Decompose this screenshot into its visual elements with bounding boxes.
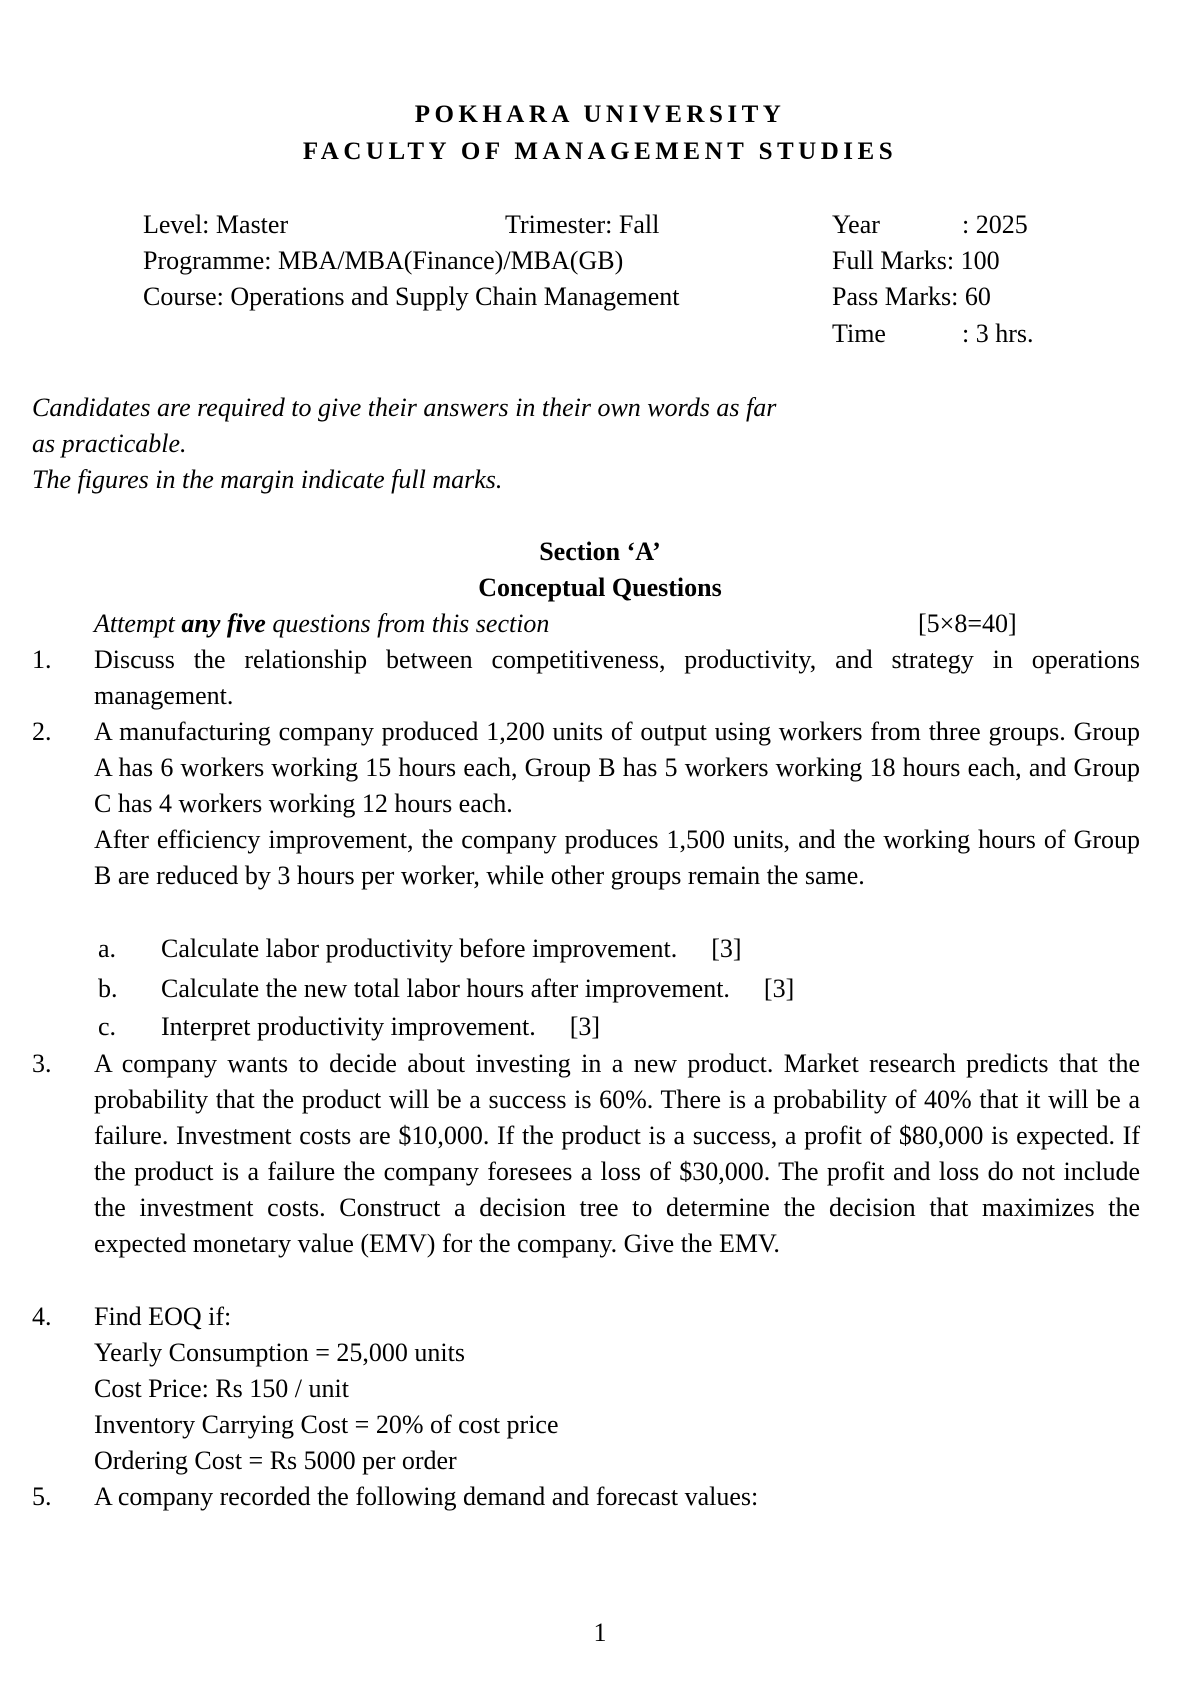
question-2b-marks: [3] — [763, 974, 795, 1003]
question-2a-label: a. — [98, 934, 117, 963]
question-5-number: 5. — [32, 1482, 52, 1511]
instruction-line-2: as practicable. — [32, 429, 187, 458]
attempt-bold: any five — [181, 609, 266, 638]
question-2a-text: Calculate labor productivity before improvement. — [161, 934, 678, 963]
question-4-line-5: Ordering Cost = Rs 5000 per order — [94, 1446, 457, 1475]
question-4-line-3: Cost Price: Rs 150 / unit — [94, 1374, 349, 1403]
question-4-line-1: Find EOQ if: — [94, 1302, 232, 1331]
programme-info: Programme: MBA/MBA(Finance)/MBA(GB) — [143, 246, 624, 275]
attempt-pre: Attempt — [94, 609, 182, 638]
question-1-number: 1. — [32, 645, 52, 674]
section-subtitle: Conceptual Questions — [478, 573, 722, 602]
year-value: : 2025 — [962, 210, 1028, 239]
question-2b — [161, 971, 794, 1007]
question-2b-label: b. — [98, 974, 118, 1003]
university-name: POKHARA UNIVERSITY — [414, 101, 786, 128]
question-2c-marks: [3] — [569, 1012, 601, 1041]
faculty-name: FACULTY OF MANAGEMENT STUDIES — [302, 138, 898, 165]
instruction-line-3: The figures in the margin indicate full marks. — [32, 465, 503, 494]
full-marks: Full Marks: 100 — [832, 246, 1000, 275]
instruction-line-1: Candidates are required to give their answers in their own words as far — [32, 393, 777, 422]
pass-marks: Pass Marks: 60 — [832, 282, 991, 311]
page-number: 1 — [593, 1618, 607, 1647]
question-2c-text: Interpret productivity improvement. — [161, 1012, 536, 1041]
question-2-number: 2. — [32, 717, 52, 746]
question-3-text: A company wants to decide about investing in a new product. Market research predicts that the probability that the product will be a success is 60%. There is a probability of 40% that it will be a failure. Investment costs are $10,000. If the product is a success, a profit of $80,000 is expected. If the product is a failure the company foresees a loss of $30,000. The profit and loss do not include the investment costs. Construct a decision tree to determine the decision that maximizes the expected monetary value (EMV) for the company. Give the EMV. — [94, 1049, 1140, 1258]
year-label: Year — [832, 210, 880, 239]
question-3-number: 3. — [32, 1049, 52, 1078]
course-info: Course: Operations and Supply Chain Management — [143, 282, 680, 311]
question-5-text: A company recorded the following demand and forecast values: — [94, 1482, 759, 1511]
question-2-text: A manufacturing company produced 1,200 units of output using workers from three groups. Group A has 6 workers working 15 hours each, Group B has 5 workers working 18 hours each, and Group C has 4 workers working 12 hours each. — [94, 717, 1140, 818]
question-4-line-4: Inventory Carrying Cost = 20% of cost price — [94, 1410, 559, 1439]
question-1-text: Discuss the relationship between competitiveness, productivity, and strategy in operations management. — [94, 645, 1140, 710]
question-2b-text: Calculate the new total labor hours after improvement. — [161, 974, 730, 1003]
question-4-number: 4. — [32, 1302, 52, 1331]
time-value: : 3 hrs. — [962, 319, 1034, 348]
question-4-line-2: Yearly Consumption = 25,000 units — [94, 1338, 465, 1367]
attempt-instruction — [94, 606, 549, 642]
question-2c — [161, 1009, 600, 1045]
question-2a-marks: [3] — [711, 934, 742, 963]
question-2c-label: c. — [98, 1012, 117, 1041]
section-title: Section ‘A’ — [539, 537, 661, 566]
section-marks: [5×8=40] — [918, 609, 1017, 638]
attempt-post: questions from this section — [265, 609, 550, 638]
question-2a — [161, 931, 742, 967]
level-info: Level: Master — [143, 210, 289, 239]
trimester-info: Trimester: Fall — [505, 210, 660, 239]
time-label: Time — [832, 319, 886, 348]
question-2-text-2: After efficiency improvement, the company produces 1,500 units, and the working hours of Group B are reduced by 3 hours per worker, while other groups remain the same. — [94, 825, 1140, 890]
